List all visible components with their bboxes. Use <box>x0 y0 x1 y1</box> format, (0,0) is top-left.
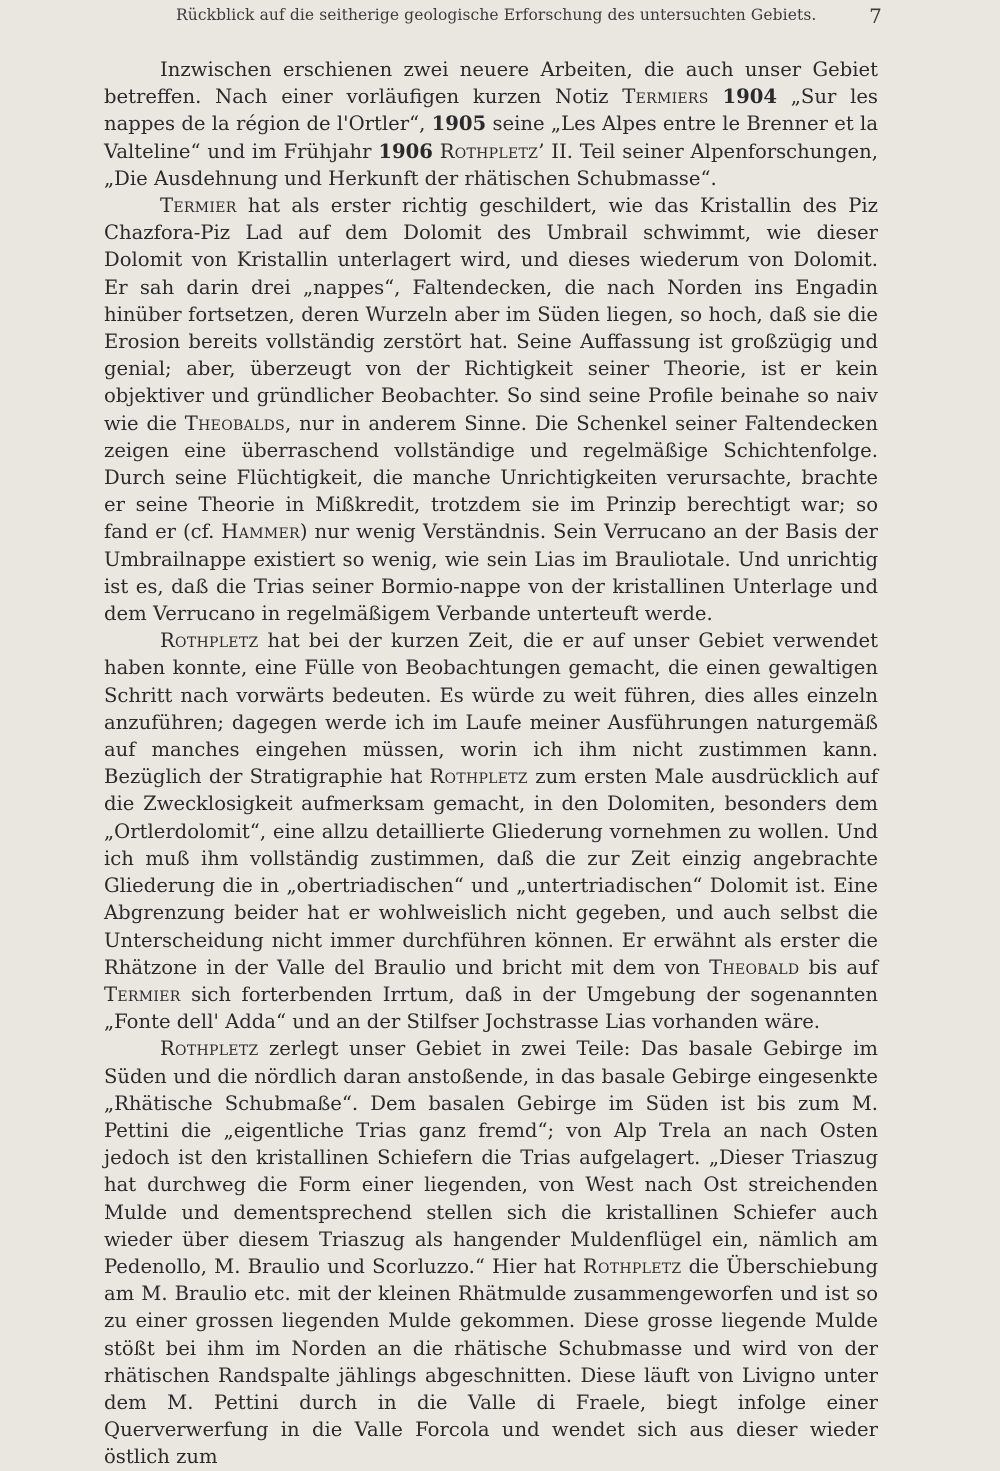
text-run: die Überschiebung am M. Braulio etc. mit der kleinen Rhätmulde zusammengeworfen und ist so zu einer grossen liegenden Mulde gekommen. Diese grosse liegende Mulde stößt bei ihm im Norden an die rhätische Schubmasse und wird von der rhätischen Randspalte jählings abgeschnitten. Diese läuft von Livigno unter dem M. Pettini durch in die Valle di Fraele, biegt infolge einer Querverwerfung in die Valle Forcola und wendet sich aus dieser wieder östlich zum <box>104 1254 878 1469</box>
author-name: Theobald <box>709 955 800 979</box>
text-run: ) nur wenig Verständnis. Sein Verrucano an der Basis der Umbrailnappe existiert so wenig, wie sein Lias im Brauliotale. Und unrichtig ist es, daß die Trias seiner Bormio-nappe von der kristallinen Unterlage und dem Verrucano in regelmäßigem Verbande unterteuft werde. <box>104 520 878 626</box>
author-name: Termier <box>104 982 181 1006</box>
page-number: 7 <box>869 4 882 28</box>
author-name: Rothpletz <box>160 1037 259 1061</box>
paragraph-1 <box>104 56 878 192</box>
year: 1904 <box>722 85 777 109</box>
text-run: sich forterbenden Irrtum, daß in der Umgebung der sogenannten „Fonte dell' Adda“ und an der Stilfser Jochstrasse Lias vorhanden wäre. <box>104 982 878 1034</box>
author-name: Hammer <box>221 520 300 544</box>
author-name: Termier <box>160 194 237 218</box>
text-run: hat als erster richtig geschildert, wie das Kristallin des Piz Chazfora-Piz Lad auf dem Dolomit des Umbrail schwimmt, wie dieser Dolomit von Kristallin unterlagert wird, und dieses wiederum von Dolomit. Er sah darin drei „nappes“, Faltendecken, die nach Norden ins Engadin hinüber fortsetzen, deren Wurzeln aber im Süden liegen, so hoch, daß sie die Erosion bereits vollständig zerstört hat. Seine Auffassung ist großzügig und genial; aber, überzeugt von der Richtigkeit seiner Theorie, ist er kein objektiver und gründlicher Beobachter. So sind seine Profile beinahe so naiv wie die <box>104 194 878 435</box>
text-run: hat bei der kurzen Zeit, die er auf unser Gebiet verwendet haben konnte, eine Fülle von Beobachtungen gemacht, die einen gewaltigen Schritt nach vorwärts bedeuten. Es würde zu weit führen, dies alles einzeln anzuführen; dagegen werde ich im Laufe meiner Ausführungen naturgemäß auf manches eingehen müssen, worin ich ihm nicht zustimmen kann. Bezüglich der Stratigraphie hat <box>104 629 878 789</box>
text-run <box>709 85 723 108</box>
text-run: zerlegt unser Gebiet in zwei Teile: Das basale Gebirge im Süden und die nördlich daran anstoßende, in das basale Gebirge eingesenkte „Rhätische Schubmaße“. Dem basalen Gebirge im Süden ist bis zum M. Pettini die „eigentliche Trias ganz fremd“; von Alp Trela an nach Osten jedoch ist den kristallinen Schiefern die Trias aufgelagert. „Dieser Triaszug hat durchweg die Form einer liegenden, von West nach Ost streichenden Mulde und dementsprechend stellen sich die kristallinen Schiefer auch wieder über diesem Triaszug als hangender Muldenflügel ein, nämlich am Pedenollo, M. Braulio und Scorluzzo.“ Hier hat <box>104 1037 878 1278</box>
year: 1905 <box>431 112 487 136</box>
text-run <box>433 140 440 163</box>
author-name: Rothpletz <box>582 1254 682 1278</box>
paragraph-2 <box>104 192 878 627</box>
body-text <box>104 56 878 1471</box>
running-header <box>104 4 882 30</box>
text-run: bis auf <box>799 955 878 979</box>
author-name: Rothpletz <box>439 139 539 163</box>
text-run: ’ II. Teil seiner Alpenforschungen, „Die Ausdehnung und Herkunft der rhätischen Schubmasse“. <box>104 139 878 190</box>
text-run: zum ersten Male ausdrücklich auf die Zwecklosigkeit aufmerksam gemacht, in den Dolomiten, besonders dem „Ortlerdolomit“, eine allzu detaillierte Gliederung vornehmen zu wollen. Und ich muß ihm vollständig zustimmen, daß die zur Zeit einzig angebrachte Gliederung die in „obertriadischen“ und „untertriadischen“ Dolomit ist. Eine Abgrenzung beider hat er wohlweislich nicht gegeben, und auch selbst die Unterscheidung nicht immer durchführen können. Er erwähnt als erster die Rhätzone in der Valle del Braulio und bricht mit dem von <box>104 765 878 979</box>
text-run: , nur in anderem Sinne. Die Schenkel seiner Faltendecken zeigen eine überraschend vollständige und regelmäßige Schichtenfolge. Durch seine Flüchtigkeit, die manche Unrichtigkeiten verursachte, brachte er seine Theorie in Mißkredit, trotzdem sie im Prinzip berechtigt war; so fand er (cf. <box>104 411 878 544</box>
author-name: Rothpletz <box>429 765 528 789</box>
author-name: Termiers <box>622 85 709 109</box>
running-header-title: Rückblick auf die seitherige geologische Erforschung des untersuchten Gebiets. <box>176 6 817 24</box>
text-run: Inzwischen erschienen zwei neuere Arbeiten, die auch unser Gebiet betreffen. Nach einer vorläufigen kurzen Notiz <box>104 58 878 109</box>
year: 1906 <box>378 139 433 163</box>
text-run: „Sur les nappes de la région de l'Ortler“, <box>104 85 878 136</box>
author-name: Rothpletz <box>160 629 259 653</box>
paragraph-4 <box>104 1035 878 1470</box>
text-run: seine „Les Alpes entre le Brenner et la Valteline“ und im Frühjahr <box>104 112 879 163</box>
author-name: Theobalds <box>184 411 285 435</box>
paragraph-3 <box>104 627 878 1035</box>
